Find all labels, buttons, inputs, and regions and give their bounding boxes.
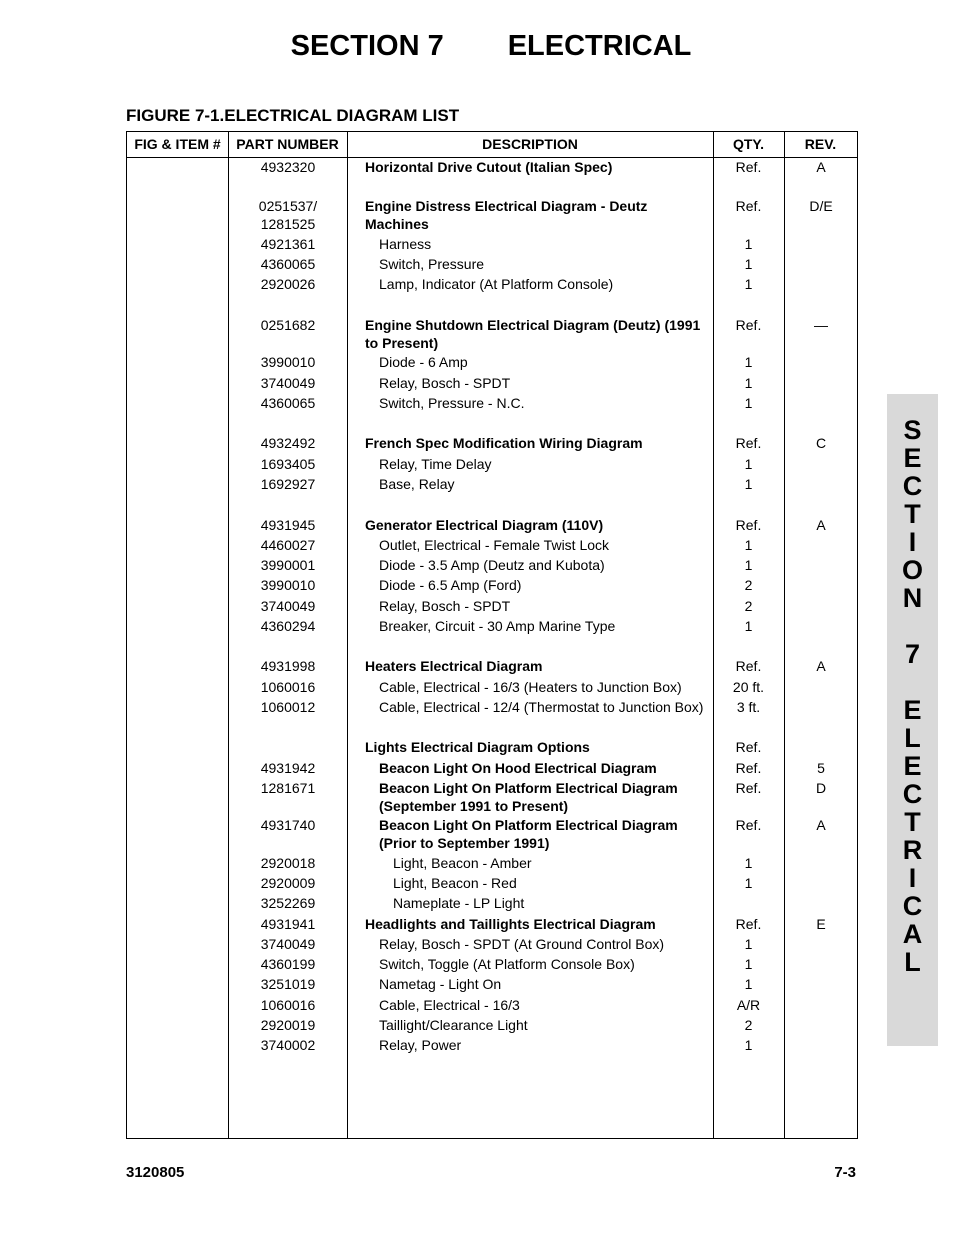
description-cell: Harness [379,236,432,252]
quantity-cell: Ref. [735,435,762,451]
section-header [0,30,954,63]
side-tab-letter: E [903,443,922,473]
quantity-cell: 20 ft. [732,679,765,695]
quantity-cell: 1 [744,537,753,553]
part-number-cell: 4932492 [260,435,316,451]
side-tab-letter: C [902,891,923,921]
part-number-cell: 1060016 [260,679,316,695]
column-header-part: PART NUMBER [236,136,339,152]
side-tab-letter: A [902,919,923,949]
description-cell: Cable, Electrical - 16/3 [379,997,520,1013]
part-number-cell: 3990001 [260,557,316,573]
figure-title: FIGURE 7-1.ELECTRICAL DIAGRAM LIST [126,106,460,125]
revision-cell: A [816,159,826,175]
part-number-cell: 4360065 [260,395,316,411]
column-divider [347,132,348,1138]
section-number: SECTION 7 [290,30,444,62]
quantity-cell: 1 [744,354,753,370]
quantity-cell: 1 [744,956,753,972]
column-header-qty: QTY. [732,136,765,152]
part-number-cell: 4360199 [260,956,316,972]
description-cell: Relay, Bosch - SPDT (At Ground Control Box) [379,936,665,952]
description-cell: Horizontal Drive Cutout (Italian Spec) [365,159,613,175]
side-tab-letter: T [904,807,921,837]
quantity-cell: 1 [744,855,753,871]
description-cell: Headlights and Taillights Electrical Diagram [365,916,656,932]
description-cell: Engine Distress Electrical Diagram - Deutz Machines [365,198,648,232]
quantity-cell: Ref. [735,739,762,755]
quantity-cell: 2 [744,577,753,593]
document-number: 3120805 [126,1164,185,1181]
side-tab-letter: I [908,527,917,557]
part-number-cell: 2920018 [260,855,316,871]
description-cell: Switch, Pressure - N.C. [379,395,525,411]
part-number-cell: 3740002 [260,1037,316,1053]
revision-cell: — [814,317,828,333]
quantity-cell: Ref. [735,760,762,776]
description-cell: Relay, Bosch - SPDT [379,598,511,614]
side-tab-letter: C [902,471,923,501]
quantity-cell: 1 [744,236,753,252]
description-cell: Heaters Electrical Diagram [365,658,543,674]
revision-cell: D [815,780,827,796]
description-cell: Beacon Light On Platform Electrical Diagram (Prior to September 1991) [379,817,678,851]
parts-table [126,131,858,1139]
description-cell: Base, Relay [379,476,455,492]
part-number-cell: 3740049 [260,598,316,614]
quantity-cell: Ref. [735,817,762,833]
description-cell: Breaker, Circuit - 30 Amp Marine Type [379,618,616,634]
side-tab-letter: T [904,499,921,529]
description-cell: Beacon Light On Hood Electrical Diagram [379,760,657,776]
revision-cell: A [816,658,826,674]
quantity-cell: Ref. [735,317,762,333]
side-tab-letter: L [904,723,921,753]
part-number-cell: 2920026 [260,276,316,292]
quantity-cell: 1 [744,875,753,891]
description-cell: Relay, Time Delay [379,456,492,472]
quantity-cell: Ref. [735,780,762,796]
part-number-cell: 4931945 [260,517,316,533]
side-tab-letter: N [902,583,923,613]
part-number-cell: 4931941 [260,916,316,932]
description-cell: Switch, Toggle (At Platform Console Box) [379,956,635,972]
description-cell: Cable, Electrical - 16/3 (Heaters to Junction Box) [379,679,682,695]
description-cell: Beacon Light On Platform Electrical Diagram (September 1991 to Present) [379,780,678,814]
side-tab-letter: I [908,863,917,893]
description-cell: Diode - 3.5 Amp (Deutz and Kubota) [379,557,605,573]
description-cell: Relay, Bosch - SPDT [379,375,511,391]
side-tab-letter: E [903,751,922,781]
section-side-tab [887,394,938,1046]
quantity-cell: Ref. [735,916,762,932]
description-cell: French Spec Modification Wiring Diagram [365,435,643,451]
column-header-fig: FIG & ITEM # [134,136,221,152]
side-tab-letter: E [903,695,922,725]
side-tab-letter: C [902,779,923,809]
quantity-cell: 1 [744,256,753,272]
quantity-cell: 1 [744,976,753,992]
part-number-cell: 0251537/ 1281525 [258,198,318,232]
quantity-cell: 1 [744,1037,753,1053]
section-title: ELECTRICAL [507,30,692,62]
quantity-cell: 2 [744,598,753,614]
quantity-cell: 1 [744,557,753,573]
description-cell: Switch, Pressure [379,256,485,272]
part-number-cell: 2920009 [260,875,316,891]
description-cell: Diode - 6 Amp [379,354,468,370]
part-number-cell: 2920019 [260,1017,316,1033]
description-cell: Diode - 6.5 Amp (Ford) [379,577,522,593]
revision-cell: E [816,916,826,932]
part-number-cell: 1692927 [260,476,316,492]
part-number-cell: 4931998 [260,658,316,674]
side-tab-letter: R [902,835,923,865]
quantity-cell: 2 [744,1017,753,1033]
quantity-cell: 1 [744,375,753,391]
side-tab-letter: O [901,555,923,585]
part-number-cell: 1693405 [260,456,316,472]
part-number-cell: 3740049 [260,375,316,391]
description-cell: Relay, Power [379,1037,462,1053]
description-cell: Lamp, Indicator (At Platform Console) [379,276,614,292]
quantity-cell: Ref. [735,517,762,533]
side-tab-letter: L [904,947,921,977]
revision-cell: A [816,517,826,533]
description-cell: Lights Electrical Diagram Options [365,739,590,755]
part-number-cell: 4360294 [260,618,316,634]
quantity-cell: 1 [744,936,753,952]
revision-cell: D/E [809,198,833,214]
part-number-cell: 3990010 [260,577,316,593]
quantity-cell: A/R [736,997,761,1013]
quantity-cell: Ref. [735,658,762,674]
part-number-cell: 4360065 [260,256,316,272]
description-cell: Outlet, Electrical - Female Twist Lock [379,537,610,553]
quantity-cell: 1 [744,395,753,411]
part-number-cell: 3990010 [260,354,316,370]
part-number-cell: 1060016 [260,997,316,1013]
column-header-desc: DESCRIPTION [482,136,578,152]
part-number-cell: 3251019 [260,976,316,992]
part-number-cell: 4932320 [260,159,316,175]
revision-cell: C [815,435,827,451]
description-cell: Light, Beacon - Amber [393,855,532,871]
description-cell: Nameplate - LP Light [393,895,525,911]
page-number: 7-3 [834,1164,856,1181]
side-tab-letter: S [903,415,922,445]
quantity-cell: 3 ft. [736,699,761,715]
column-divider [784,132,785,1138]
part-number-cell: 4460027 [260,537,316,553]
quantity-cell: Ref. [735,159,762,175]
part-number-cell: 0251682 [260,317,316,333]
quantity-cell: 1 [744,476,753,492]
part-number-cell: 4921361 [260,236,316,252]
quantity-cell: Ref. [735,198,762,214]
part-number-cell: 1281671 [260,780,316,796]
part-number-cell: 3252269 [260,895,316,911]
description-cell: Light, Beacon - Red [393,875,517,891]
description-cell: Taillight/Clearance Light [379,1017,528,1033]
revision-cell: 5 [817,760,825,776]
description-cell: Nametag - Light On [379,976,502,992]
part-number-cell: 4931740 [260,817,316,833]
revision-cell: A [816,817,826,833]
part-number-cell: 4931942 [260,760,316,776]
quantity-cell: 1 [744,276,753,292]
description-cell: Generator Electrical Diagram (110V) [365,517,604,533]
description-cell: Engine Shutdown Electrical Diagram (Deutz) (1991 to Present) [365,317,701,351]
quantity-cell: 1 [744,618,753,634]
description-cell: Cable, Electrical - 12/4 (Thermostat to Junction Box) [379,699,704,715]
quantity-cell: 1 [744,456,753,472]
part-number-cell: 1060012 [260,699,316,715]
column-header-rev: REV. [804,136,837,152]
side-tab-letter: 7 [904,639,921,669]
part-number-cell: 3740049 [260,936,316,952]
